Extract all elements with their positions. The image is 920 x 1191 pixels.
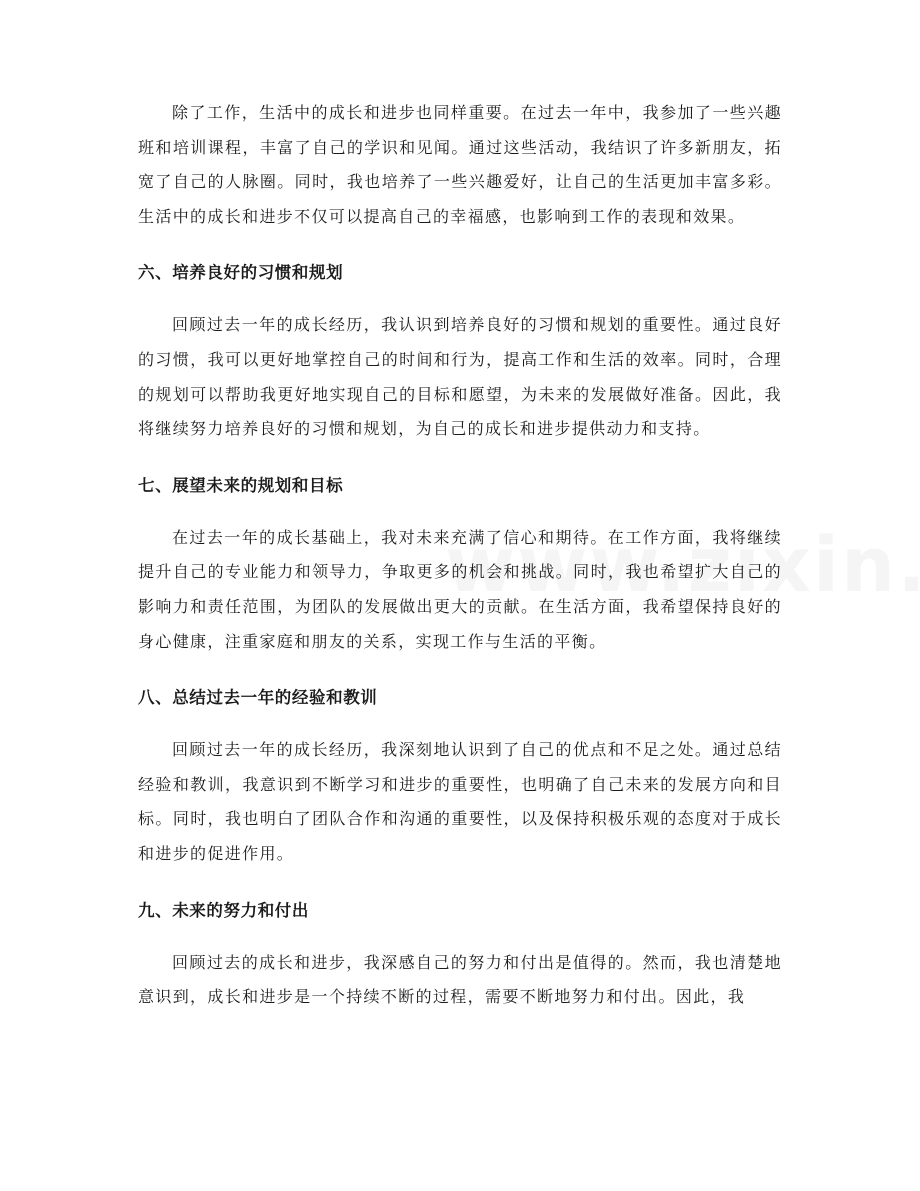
section-8-paragraph: 回顾过去一年的成长经历，我深刻地认识到了自己的优点和不足之处。通过总结经验和教训，我意识到不断学习和进步的重要性，也明确了自己未来的发展方向和目标。同时，我也明白了团队合作和沟通的重要性，以及保持积极乐观的态度对于成长和进步的促进作用。 — [138, 740, 782, 863]
section-7-paragraph: 在过去一年的成长基础上，我对未来充满了信心和期待。在工作方面，我将继续提升自己的专业能力和领导力，争取更多的机会和挑战。同时，我也希望扩大自己的影响力和责任范围，为团队的发展做出更大的贡献。在生活方面，我希望保持良好的身心健康，注重家庭和朋友的关系，实现工作与生活的平衡。 — [138, 527, 782, 651]
section-9-heading: 九、未来的努力和付出 — [138, 900, 309, 920]
section-7-heading: 七、展望未来的规划和目标 — [138, 475, 344, 495]
section-9-paragraph: 回顾过去的成长和进步，我深感自己的努力和付出是值得的。然而，我也清楚地意识到，成长和进步是一个持续不断的过程，需要不断地努力和付出。因此，我 — [138, 952, 782, 1007]
section-8-heading: 八、总结过去一年的经验和教训 — [138, 688, 378, 708]
intro-paragraph: 除了工作，生活中的成长和进步也同样重要。在过去一年中，我参加了一些兴趣班和培训课程，丰富了自己的学识和见闻。通过这些活动，我结识了许多新朋友，拓宽了自己的人脉圈。同时，我也培养了一些兴趣爱好，让自己的生活更加丰富多彩。生活中的成长和进步不仅可以提高自己的幸福感，也影响到工作的表现和效果。 — [138, 103, 782, 226]
section-6-paragraph: 回顾过去一年的成长经历，我认识到培养良好的习惯和规划的重要性。通过良好的习惯，我可以更好地掌控自己的时间和行为，提高工作和生活的效率。同时，合理的规划可以帮助我更好地实现自己的目标和愿望，为未来的发展做好准备。因此，我将继续努力培养良好的习惯和规划，为自己的成长和进步提供动力和支持。 — [138, 315, 782, 439]
section-6-heading: 六、培养良好的习惯和规划 — [138, 263, 344, 283]
